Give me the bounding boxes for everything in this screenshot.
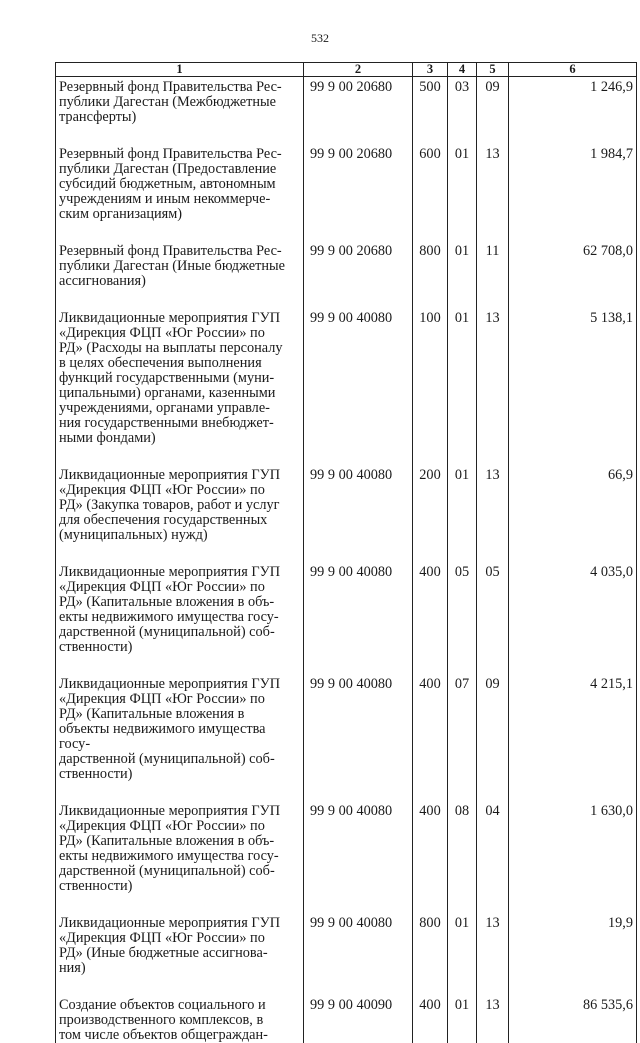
description-line: «Дирекция ФЦП «Юг России» по — [59, 580, 299, 595]
description-line: РД» (Капитальные вложения в объ- — [59, 595, 299, 610]
description-line: объекты недвижимого имущества госу- — [59, 722, 299, 752]
description-line: публики Дагестан (Межбюджетные — [59, 95, 299, 110]
amount-cell: 86 535,6 — [509, 995, 637, 1043]
budget-code-cell: 99 9 00 40080 — [304, 465, 413, 562]
budget-code-cell: 99 9 00 40080 — [304, 674, 413, 801]
section-cell: 01 — [448, 308, 477, 465]
description-line: (муниципальных) нужд) — [59, 528, 299, 543]
table-row — [56, 308, 637, 465]
description-line: «Дирекция ФЦП «Юг России» по — [59, 692, 299, 707]
amount-cell: 1 984,7 — [509, 144, 637, 241]
item-description — [56, 465, 304, 562]
item-description — [56, 308, 304, 465]
description-line: дарственной (муниципальной) соб- — [59, 752, 299, 767]
table-row — [56, 995, 637, 1043]
description-line: в целях обеспечения выполнения — [59, 356, 299, 371]
subsection-cell: 13 — [477, 144, 509, 241]
description-line: Ликвидационные мероприятия ГУП — [59, 804, 299, 819]
description-line: ским организациям) — [59, 207, 299, 222]
budget-code-cell: 99 9 00 40090 — [304, 995, 413, 1043]
table-row — [56, 77, 637, 145]
budget-code-cell: 99 9 00 40080 — [304, 562, 413, 674]
table-row — [56, 674, 637, 801]
expense-type-cell: 100 — [413, 308, 448, 465]
description-line: ципальными) органами, казенными — [59, 386, 299, 401]
description-line: том числе объектов общеграждан- — [59, 1028, 299, 1043]
subsection-cell: 13 — [477, 913, 509, 995]
description-line: ственности) — [59, 640, 299, 655]
amount-cell: 4 215,1 — [509, 674, 637, 801]
description-line: публики Дагестан (Предоставление — [59, 162, 299, 177]
description-line: ния государственными внебюджет- — [59, 416, 299, 431]
page-number: 532 — [0, 31, 640, 46]
expense-type-cell: 400 — [413, 995, 448, 1043]
description-line: дарственной (муниципальной) соб- — [59, 625, 299, 640]
description-line: РД» (Закупка товаров, работ и услуг — [59, 498, 299, 513]
amount-cell: 62 708,0 — [509, 241, 637, 308]
item-description — [56, 995, 304, 1043]
description-line: «Дирекция ФЦП «Юг России» по — [59, 326, 299, 341]
table-row — [56, 562, 637, 674]
section-cell: 01 — [448, 144, 477, 241]
subsection-cell: 09 — [477, 77, 509, 145]
subsection-cell: 13 — [477, 465, 509, 562]
budget-code-cell: 99 9 00 40080 — [304, 308, 413, 465]
table-row — [56, 801, 637, 913]
amount-cell: 19,9 — [509, 913, 637, 995]
description-line: Резервный фонд Правительства Рес- — [59, 147, 299, 162]
expense-type-cell: 400 — [413, 562, 448, 674]
description-line: производственного комплексов, в — [59, 1013, 299, 1028]
description-line: Ликвидационные мероприятия ГУП — [59, 468, 299, 483]
amount-cell: 1 630,0 — [509, 801, 637, 913]
expense-type-cell: 400 — [413, 801, 448, 913]
subsection-cell: 09 — [477, 674, 509, 801]
description-line: субсидий бюджетным, автономным — [59, 177, 299, 192]
table-row — [56, 913, 637, 995]
budget-code-cell: 99 9 00 20680 — [304, 77, 413, 145]
description-line: «Дирекция ФЦП «Юг России» по — [59, 819, 299, 834]
description-line: РД» (Капитальные вложения в объ- — [59, 834, 299, 849]
column-header: 5 — [477, 63, 509, 77]
section-cell: 03 — [448, 77, 477, 145]
description-line: Создание объектов социального и — [59, 998, 299, 1013]
table-body — [56, 77, 637, 1043]
description-line: Ликвидационные мероприятия ГУП — [59, 677, 299, 692]
expense-type-cell: 400 — [413, 674, 448, 801]
description-line: Ликвидационные мероприятия ГУП — [59, 565, 299, 580]
subsection-cell: 05 — [477, 562, 509, 674]
budget-code-cell: 99 9 00 40080 — [304, 801, 413, 913]
description-line: Ликвидационные мероприятия ГУП — [59, 311, 299, 326]
item-description — [56, 77, 304, 145]
description-line: публики Дагестан (Иные бюджетные — [59, 259, 299, 274]
description-line: Резервный фонд Правительства Рес- — [59, 244, 299, 259]
description-line: екты недвижимого имущества госу- — [59, 610, 299, 625]
description-line: ассигнования) — [59, 274, 299, 289]
description-line: ственности) — [59, 879, 299, 894]
item-description — [56, 801, 304, 913]
column-header: 4 — [448, 63, 477, 77]
expense-type-cell: 600 — [413, 144, 448, 241]
description-line: РД» (Иные бюджетные ассигнова- — [59, 946, 299, 961]
budget-table — [55, 62, 637, 1043]
description-line: ными фондами) — [59, 431, 299, 446]
description-line: ния) — [59, 961, 299, 976]
expense-type-cell: 200 — [413, 465, 448, 562]
amount-cell: 1 246,9 — [509, 77, 637, 145]
item-description — [56, 674, 304, 801]
subsection-cell: 13 — [477, 308, 509, 465]
section-cell: 08 — [448, 801, 477, 913]
section-cell: 07 — [448, 674, 477, 801]
description-line: «Дирекция ФЦП «Юг России» по — [59, 483, 299, 498]
subsection-cell: 13 — [477, 995, 509, 1043]
budget-code-cell: 99 9 00 20680 — [304, 144, 413, 241]
budget-code-cell: 99 9 00 20680 — [304, 241, 413, 308]
column-header: 1 — [56, 63, 304, 77]
description-line: дарственной (муниципальной) соб- — [59, 864, 299, 879]
item-description — [56, 913, 304, 995]
description-line: екты недвижимого имущества госу- — [59, 849, 299, 864]
subsection-cell: 11 — [477, 241, 509, 308]
description-line: РД» (Расходы на выплаты персоналу — [59, 341, 299, 356]
amount-cell: 4 035,0 — [509, 562, 637, 674]
description-line: ственности) — [59, 767, 299, 782]
amount-cell: 5 138,1 — [509, 308, 637, 465]
item-description — [56, 562, 304, 674]
section-cell: 01 — [448, 913, 477, 995]
description-line: функций государственными (муни- — [59, 371, 299, 386]
column-header: 3 — [413, 63, 448, 77]
section-cell: 01 — [448, 241, 477, 308]
subsection-cell: 04 — [477, 801, 509, 913]
description-line: «Дирекция ФЦП «Юг России» по — [59, 931, 299, 946]
table-row — [56, 465, 637, 562]
table-header-row — [56, 63, 637, 77]
column-header: 2 — [304, 63, 413, 77]
item-description — [56, 241, 304, 308]
table-row — [56, 144, 637, 241]
description-line: учреждениям и иным некоммерче- — [59, 192, 299, 207]
column-header: 6 — [509, 63, 637, 77]
section-cell: 05 — [448, 562, 477, 674]
amount-cell: 66,9 — [509, 465, 637, 562]
section-cell: 01 — [448, 465, 477, 562]
budget-code-cell: 99 9 00 40080 — [304, 913, 413, 995]
expense-type-cell: 800 — [413, 241, 448, 308]
expense-type-cell: 800 — [413, 913, 448, 995]
description-line: для обеспечения государственных — [59, 513, 299, 528]
description-line: РД» (Капитальные вложения в — [59, 707, 299, 722]
item-description — [56, 144, 304, 241]
description-line: Ликвидационные мероприятия ГУП — [59, 916, 299, 931]
description-line: учреждениями, органами управле- — [59, 401, 299, 416]
description-line: Резервный фонд Правительства Рес- — [59, 80, 299, 95]
table-row — [56, 241, 637, 308]
section-cell: 01 — [448, 995, 477, 1043]
description-line: трансферты) — [59, 110, 299, 125]
expense-type-cell: 500 — [413, 77, 448, 145]
